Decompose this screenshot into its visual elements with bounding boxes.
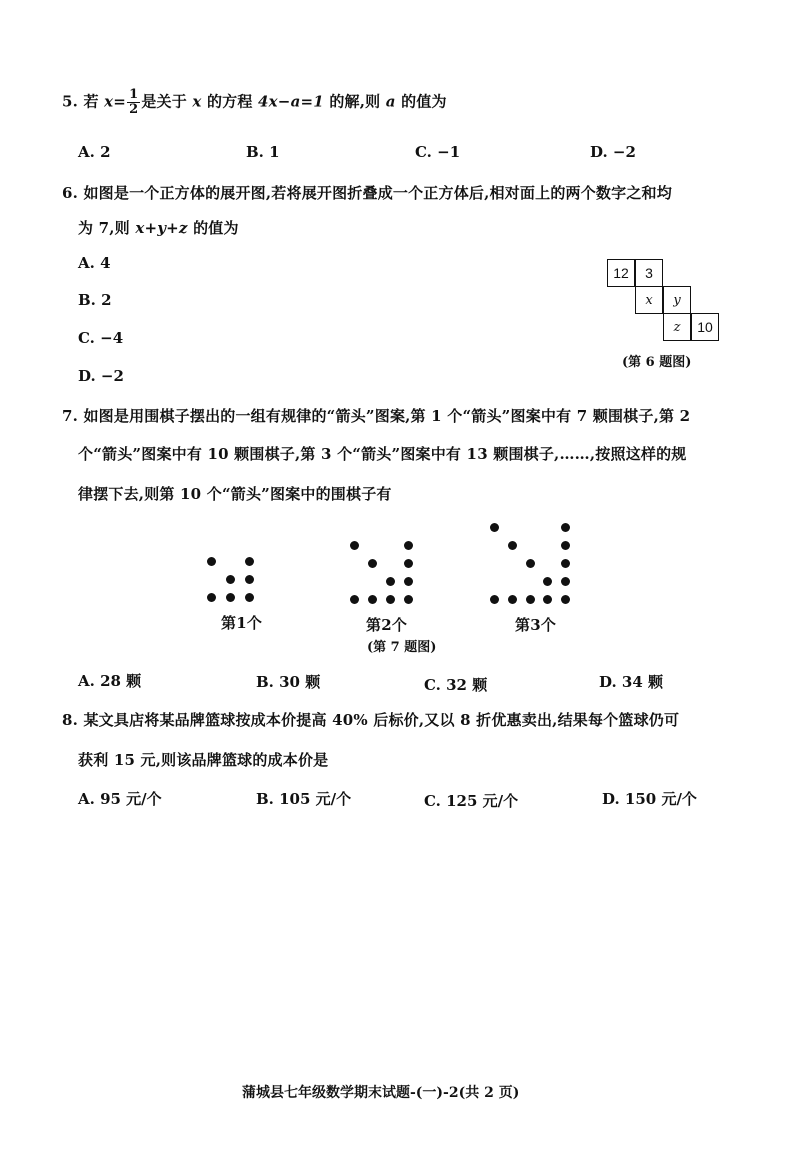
figure-7-caption: (第 7 题图) [367,640,437,655]
go-stone [561,559,570,568]
go-stone [561,523,570,532]
question-7-stem-line2: 个“箭头”图案中有 10 颗围棋子,第 3 个“箭头”图案中有 13 颗围棋子,……,按照这样的规 [78,445,687,463]
net-cell-3: 3 [635,259,663,287]
question-6-stem-line1: 6. 如图是一个正方体的展开图,若将展开图折叠成一个正方体后,相对面上的两个数字之和均 [62,184,672,202]
go-stone [404,559,413,568]
go-stone [386,595,395,604]
go-stone [404,541,413,550]
go-stone [226,575,235,584]
fraction-one-half: $\frac{1}{2}$ [129,87,139,117]
go-stone [490,523,499,532]
q8-option-a[interactable]: A. 95 元/个 [78,790,162,808]
q7-option-d[interactable]: D. 34 颗 [599,673,664,691]
go-stone [245,593,254,602]
go-stone [508,595,517,604]
question-8-stem-line1: 8. 某文具店将某品牌篮球按成本价提高 40% 后标价,又以 8 折优惠卖出,结果每个篮球仍可 [62,711,680,729]
go-stone [245,575,254,584]
net-cell-x: x [635,286,663,314]
pattern-1-label: 第1个 [221,614,263,632]
go-stone [207,557,216,566]
question-8-stem-line2: 获利 15 元,则该品牌篮球的成本价是 [78,751,329,769]
page-footer: 蒲城县七年级数学期末试题-(一)-2(共 2 页) [242,1085,520,1101]
q5-option-b[interactable]: B. 1 [246,143,280,161]
go-stone [226,593,235,602]
q7-option-b[interactable]: B. 30 颗 [256,673,321,691]
go-stone [368,559,377,568]
go-stone [526,595,535,604]
go-stone [245,557,254,566]
net-cell-y: y [663,286,691,314]
net-cell-z: z [663,313,691,341]
question-5-stem: 5. 若 x= $\frac{1}{2}$ 是关于 x 的方程 4x−a=1 的解,则 a 的值为 [62,87,447,117]
q6-option-a[interactable]: A. 4 [78,254,111,272]
q6-option-d[interactable]: D. −2 [78,367,124,385]
equation: 4x−a=1 [258,92,324,111]
question-6-stem-line2: 为 7,则 x+y+z 的值为 [78,219,239,237]
question-7-stem-line1: 7. 如图是用围棋子摆出的一组有规律的“箭头”图案,第 1 个“箭头”图案中有 7 颗围棋子,第 2 [62,407,691,425]
pattern-3-label: 第3个 [515,616,557,634]
go-stone [508,541,517,550]
q6-option-b[interactable]: B. 2 [78,291,112,309]
go-stone [350,541,359,550]
q5-option-d[interactable]: D. −2 [590,143,636,161]
pattern-2-label: 第2个 [366,616,408,634]
q8-option-d[interactable]: D. 150 元/个 [602,790,697,808]
go-stone [543,595,552,604]
q7-option-c[interactable]: C. 32 颗 [424,676,488,694]
go-stone [490,595,499,604]
go-stone [404,595,413,604]
go-stone [207,593,216,602]
question-number: 5. [62,92,79,111]
go-stone [350,595,359,604]
go-stone [561,541,570,550]
q8-option-b[interactable]: B. 105 元/个 [256,790,352,808]
go-stone [526,559,535,568]
q5-option-c[interactable]: C. −1 [415,143,461,161]
question-7-stem-line3: 律摆下去,则第 10 个“箭头”图案中的围棋子有 [78,485,392,503]
go-stone [368,595,377,604]
go-stone [386,577,395,586]
q7-option-a[interactable]: A. 28 颗 [78,672,142,690]
go-stone [543,577,552,586]
q8-option-c[interactable]: C. 125 元/个 [424,792,519,810]
net-cell-10: 10 [691,313,719,341]
net-cell-12: 12 [607,259,635,287]
go-stone [561,577,570,586]
go-stone [561,595,570,604]
go-stone [404,577,413,586]
q5-option-a[interactable]: A. 2 [78,143,111,161]
q6-option-c[interactable]: C. −4 [78,329,124,347]
figure-6-caption: (第 6 题图) [622,355,692,370]
